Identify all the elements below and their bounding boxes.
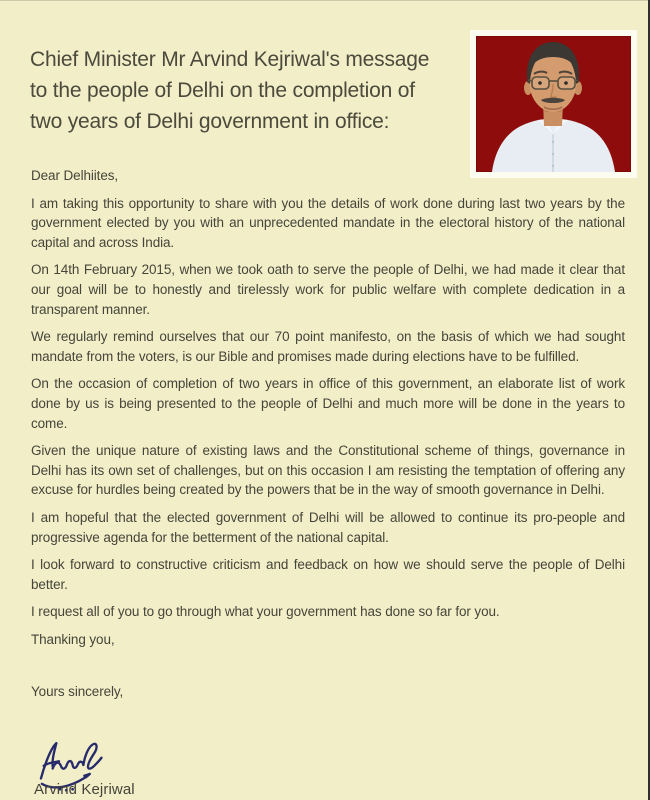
- kejriwal-photo: [470, 30, 637, 178]
- page-title-line-1: Chief Minister Mr Arvind Kejriwal's message: [30, 48, 430, 71]
- paragraph-7: I look forward to constructive criticism and feedback on how we should serve the people of Delhi better.: [31, 557, 625, 592]
- paragraph-1: I am taking this opportunity to share with you the details of work done during last two years by the government elected by you with an unprecedented mandate in the electoral history of the national capital and across India.: [31, 195, 625, 250]
- page-top-edge-line: [0, 0, 650, 1]
- paragraph-2: On 14th February 2015, when we took oath to serve the people of Delhi, we had made it clear that our goal will be to honestly and tirelessly work for public welfare with complete dedication in a transparent manner.: [31, 262, 625, 317]
- page-title-line-3: two years of Delhi government in office:: [30, 110, 390, 133]
- kejriwal-portrait-illustration: [476, 36, 631, 172]
- paragraph-5: Given the unique nature of existing laws and the Constitutional scheme of things, governance in Delhi has its own set of challenges, but on this occasion I am resisting the temptation of offering any excuse for hurdles being created by the powers that be in the way of smooth governance in Delhi.: [31, 443, 625, 498]
- salutation: Dear Delhiites,: [31, 168, 119, 183]
- paragraph-8: I request all of you to go through what your government has done so far for you.: [31, 604, 500, 620]
- page-title-line-2: to the people of Delhi on the completion of: [30, 79, 415, 102]
- yours-sincerely: Yours sincerely,: [31, 684, 124, 700]
- page-title: [30, 44, 490, 137]
- signatory-name: Arvind Kejriwal: [34, 781, 135, 798]
- paragraph-6: I am hopeful that the elected government of Delhi will be allowed to continue its pro-people and progressive agenda for the betterment of the national capital.: [31, 509, 625, 545]
- paragraph-3: We regularly remind ourselves that our 70 point manifesto, on the basis of which we had sought mandate from the voters, is our Bible and promises made during elections have to be fulfilled.: [31, 329, 625, 364]
- letter-body: [31, 166, 625, 710]
- thanking-you: Thanking you,: [31, 631, 115, 647]
- paragraph-4: On the occasion of completion of two years in office of this government, an elaborate list of work done by us is being presented to the people of Delhi and much more will be done in the years to come.: [31, 376, 625, 431]
